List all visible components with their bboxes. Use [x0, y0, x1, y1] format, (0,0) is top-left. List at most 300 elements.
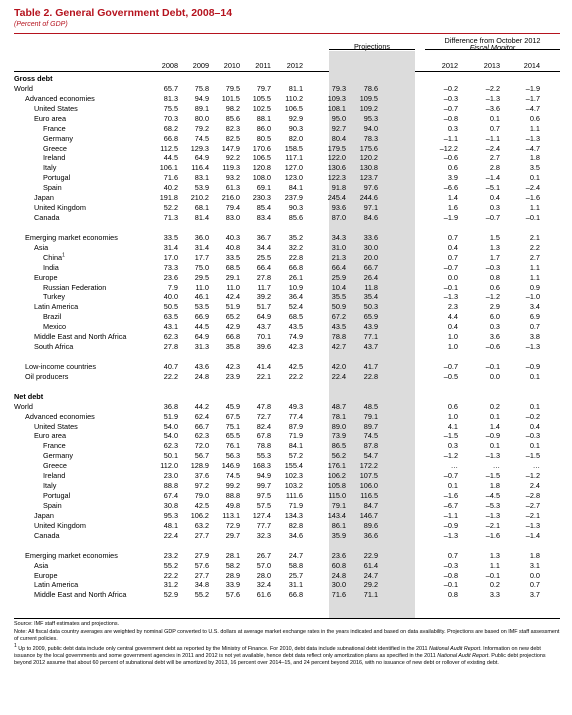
table-cell: 71.6 — [331, 590, 346, 600]
table-cell: –0.6 — [443, 153, 458, 163]
table-cell: 22.8 — [288, 252, 303, 262]
table-cell: 0.4 — [447, 322, 458, 332]
table-cell: 68.5 — [225, 262, 240, 272]
table-cell: 71.3 — [163, 213, 178, 223]
table-cell: 27.7 — [194, 530, 209, 540]
footnote-text-2: . Information on new debt issuance by the local governments and some government agencies in 2011 and 2012 is not yet available, hence debt data reflect only amortization plans as specified in the 2011 — [14, 645, 541, 659]
table-cell: 216.0 — [221, 193, 240, 203]
table-cell: 36.8 — [163, 401, 178, 411]
table-cell: 36.6 — [363, 530, 378, 540]
table-cell: 66.7 — [194, 421, 209, 431]
table-cell: 90.3 — [288, 203, 303, 213]
source-note: Source: IMF staff estimates and projections. — [14, 621, 120, 627]
table-cell: 94.9 — [256, 471, 271, 481]
row-label-text: Russian Federation — [43, 282, 107, 292]
row-label — [43, 441, 66, 451]
table-row — [0, 233, 572, 243]
row-label-text: Italy — [43, 481, 57, 491]
table-cell: –4.7 — [525, 143, 540, 153]
table-cell: 43.7 — [363, 342, 378, 352]
table-cell: 66.8 — [225, 332, 240, 342]
table-cell: 1.8 — [529, 550, 540, 560]
table-cell: 35.2 — [288, 232, 303, 242]
table-cell: 2.3 — [447, 302, 458, 312]
table-cell: 0.0 — [489, 371, 500, 381]
row-label-text: Germany — [43, 133, 74, 143]
table-cell: 0.6 — [447, 163, 458, 173]
table-cell: 44.5 — [163, 153, 178, 163]
table-cell: 31.4 — [194, 242, 209, 252]
table-cell: 44.2 — [194, 401, 209, 411]
table-cell: –1.4 — [525, 530, 540, 540]
row-label-text: France — [43, 441, 66, 451]
table-cell: 24.7 — [363, 570, 378, 580]
table-cell: 6.9 — [529, 312, 540, 322]
table-cell: 32.2 — [288, 242, 303, 252]
table-cell: 42.5 — [194, 500, 209, 510]
table-cell: –0.7 — [485, 213, 500, 223]
row-label-text: Germany — [43, 451, 74, 461]
table-cell: 0.8 — [447, 590, 458, 600]
table-cell: 74.5 — [225, 471, 240, 481]
table-cell: –1.3 — [485, 451, 500, 461]
row-label — [43, 253, 65, 263]
table-cell: 97.2 — [194, 481, 209, 491]
row-label — [43, 461, 67, 471]
table-cell: 31.0 — [331, 242, 346, 252]
table-cell: 55.3 — [256, 451, 271, 461]
footnote-1 — [14, 642, 560, 668]
table-cell: –1.3 — [485, 510, 500, 520]
table-cell: 72.7 — [256, 411, 271, 421]
row-label — [43, 134, 73, 144]
row-label — [34, 243, 48, 253]
row-label — [34, 203, 86, 213]
table-row — [0, 332, 572, 342]
table-cell: –1.3 — [525, 342, 540, 352]
table-cell: 51.7 — [256, 302, 271, 312]
table-cell: –4.5 — [485, 491, 500, 501]
table-cell: 23.6 — [163, 272, 178, 282]
table-cell: 0.1 — [529, 173, 540, 183]
table-cell: 106.2 — [190, 510, 209, 520]
table-cell: 87.0 — [331, 213, 346, 223]
table-cell: 11.0 — [195, 282, 209, 292]
table-cell: 70.1 — [256, 332, 271, 342]
table-cell: 81.4 — [194, 213, 209, 223]
table-cell: 66.4 — [256, 262, 271, 272]
table-cell: –1.1 — [443, 133, 458, 143]
table-cell: 70.3 — [163, 113, 178, 123]
row-label — [34, 332, 126, 342]
row-label — [43, 451, 73, 461]
table-cell: 1.1 — [529, 262, 540, 272]
row-label — [34, 422, 78, 432]
table-row — [0, 243, 572, 253]
table-cell: –0.1 — [525, 213, 540, 223]
table-cell: 172.2 — [359, 461, 378, 471]
difference-header: Difference from October 2012 — [444, 36, 541, 45]
table-cell: 52.4 — [288, 302, 303, 312]
table-cell: 29.1 — [225, 272, 240, 282]
row-label-text: Greece — [43, 461, 67, 471]
general-note: Note: All fiscal data country averages are weighted by nominal GDP converted to U.S. dollars at average market exchange rates in the years indicated and based on data availability. Projections are based on IMF staff assessment of current policies. — [14, 629, 560, 643]
row-label-text: Low-income countries — [25, 361, 96, 371]
row-label-text: World — [14, 401, 33, 411]
table-cell: 48.1 — [163, 520, 178, 530]
table-cell: 0.4 — [489, 193, 500, 203]
row-label — [34, 114, 66, 124]
table-cell: 35.5 — [331, 292, 346, 302]
table-row — [0, 283, 572, 293]
footnote-marker: 1 — [14, 642, 17, 649]
table-cell: 68.1 — [194, 203, 209, 213]
table-cell: 42.7 — [331, 342, 346, 352]
table-cell: 1.8 — [489, 481, 500, 491]
section-heading-row — [0, 392, 572, 402]
table-cell: –12.2 — [439, 143, 458, 153]
row-label — [34, 302, 78, 312]
table-cell: 22.9 — [363, 550, 378, 560]
table-cell: 11.0 — [226, 282, 240, 292]
table-row — [0, 322, 572, 332]
table-cell: 1.7 — [489, 252, 500, 262]
table-cell: 0.1 — [489, 113, 500, 123]
table-cell: 43.5 — [288, 322, 303, 332]
table-cell: 43.7 — [256, 322, 271, 332]
table-cell: 81.3 — [163, 93, 178, 103]
table-cell: 93.6 — [331, 203, 346, 213]
table-cell: 168.3 — [252, 461, 271, 471]
table-cell: –1.3 — [525, 520, 540, 530]
table-cell: –0.3 — [525, 431, 540, 441]
table-row — [0, 590, 572, 600]
table-cell: 57.0 — [256, 560, 271, 570]
table-cell: 210.2 — [190, 193, 209, 203]
row-label-text: China — [43, 252, 63, 262]
table-cell: 78.1 — [331, 411, 346, 421]
row-label-text: United Kingdom — [34, 203, 86, 213]
footnote-report-name-1: National Audit Report — [429, 645, 481, 652]
table-cell: 40.7 — [163, 361, 178, 371]
table-cell: 72.0 — [194, 441, 209, 451]
row-label — [34, 273, 58, 283]
row-label-text: Brazil — [43, 312, 62, 322]
table-cell: 128.9 — [190, 461, 209, 471]
table-cell: 71.9 — [288, 431, 303, 441]
table-cell: 63.5 — [163, 312, 178, 322]
table-cell: 3.9 — [447, 173, 458, 183]
table-cell: 82.3 — [225, 123, 240, 133]
table-cell: –1.9 — [443, 213, 458, 223]
table-cell: 88.1 — [256, 113, 271, 123]
table-cell: 85.6 — [288, 213, 303, 223]
table-row — [0, 571, 572, 581]
table-row — [0, 173, 572, 183]
table-cell: 116.4 — [191, 163, 209, 173]
table-cell: –1.4 — [485, 173, 500, 183]
table-cell: 17.7 — [194, 252, 209, 262]
row-label-text: United States — [34, 103, 78, 113]
table-cell: 82.8 — [288, 520, 303, 530]
footnote-report-name-2: National Audit Report — [437, 652, 489, 659]
table-cell: –0.7 — [443, 471, 458, 481]
row-label — [34, 342, 73, 352]
table-cell: 66.8 — [288, 262, 303, 272]
table-cell: 130.6 — [327, 163, 346, 173]
table-cell: 0.3 — [447, 441, 458, 451]
row-label-text: Euro area — [34, 431, 67, 441]
table-cell: 179.5 — [327, 143, 346, 153]
table-cell: 79.1 — [331, 500, 346, 510]
table-cell: 84.7 — [363, 500, 378, 510]
table-cell: 57.2 — [288, 451, 303, 461]
table-cell: 106.2 — [327, 471, 346, 481]
table-cell: 67.4 — [163, 491, 178, 501]
table-cell: 23.9 — [225, 371, 240, 381]
table-cell: 51.9 — [163, 411, 178, 421]
table-cell: 4.1 — [447, 421, 458, 431]
table-cell: 1.1 — [489, 560, 500, 570]
difference-year-header: 2012 — [441, 61, 458, 70]
table-cell: 27.8 — [256, 272, 271, 282]
table-cell: 3.1 — [529, 560, 540, 570]
table-cell: 37.6 — [194, 471, 209, 481]
section-heading-row — [0, 74, 572, 84]
table-cell: –1.7 — [525, 93, 540, 103]
table-cell: –1.5 — [525, 451, 540, 461]
table-cell: 1.6 — [447, 203, 458, 213]
row-label — [43, 153, 65, 163]
table-cell: 0.8 — [489, 272, 500, 282]
table-row — [0, 521, 572, 531]
table-cell: 26.1 — [288, 272, 303, 282]
table-cell: 73.3 — [163, 262, 178, 272]
row-label — [34, 431, 66, 441]
table-cell: –1.1 — [485, 133, 500, 143]
table-cell: 29.7 — [225, 530, 240, 540]
table-cell: 1.4 — [447, 193, 458, 203]
table-cell: 109.2 — [359, 103, 378, 113]
table-cell: 75.0 — [194, 262, 209, 272]
table-cell: 11.8 — [364, 282, 378, 292]
year-header: 2012 — [286, 61, 303, 70]
table-cell: 1.5 — [489, 232, 500, 242]
row-label-text: Japan — [34, 193, 54, 203]
row-label-text: Net debt — [14, 391, 44, 401]
table-cell: –1.6 — [525, 193, 540, 203]
table-cell: 22.4 — [163, 530, 178, 540]
table-cell: 116.5 — [360, 491, 378, 501]
table-cell: 0.0 — [447, 272, 458, 282]
row-label-text: South Africa — [34, 342, 74, 352]
table-cell: 89.6 — [363, 520, 378, 530]
table-cell: 106.5 — [284, 103, 303, 113]
table-cell: 62.3 — [163, 332, 178, 342]
table-cell: 61.4 — [363, 560, 378, 570]
table-cell: 48.7 — [331, 401, 346, 411]
table-cell: 71.6 — [163, 173, 178, 183]
table-cell: 36.0 — [194, 232, 209, 242]
table-cell: –0.1 — [485, 361, 500, 371]
row-label — [43, 124, 66, 134]
row-label — [43, 501, 62, 511]
row-label — [34, 193, 54, 203]
table-cell: 93.2 — [225, 173, 240, 183]
table-bottom-rule — [14, 618, 560, 619]
row-label-text: Spain — [43, 500, 62, 510]
row-label — [43, 183, 62, 193]
table-cell: 25.9 — [331, 272, 346, 282]
table-cell: 0.7 — [529, 580, 540, 590]
table-cell: –2.8 — [525, 491, 540, 501]
table-cell: –0.9 — [485, 431, 500, 441]
table-cell: 34.8 — [194, 580, 209, 590]
table-cell: 3.7 — [529, 590, 540, 600]
table-cell: –0.3 — [443, 560, 458, 570]
table-cell: –4.7 — [525, 103, 540, 113]
spacer-row — [0, 223, 572, 233]
table-cell: 122.3 — [327, 173, 346, 183]
table-cell: 56.7 — [194, 451, 209, 461]
table-cell: 33.6 — [363, 232, 378, 242]
table-cell: 43.9 — [363, 322, 378, 332]
table-cell: 40.2 — [163, 183, 178, 193]
table-cell: 56.3 — [225, 451, 240, 461]
table-cell: 53.5 — [194, 302, 209, 312]
table-cell: 87.9 — [288, 421, 303, 431]
footnote-text-3: . Public debt projections beyond 2012 assume that about 60 percent of subnational debt will be amortized by 2013, 16 percent over 2014–15, and 24 percent beyond 2016, with no issuance of new debt or rollover of existing debt. — [14, 652, 546, 667]
projections-header: Projections — [353, 42, 391, 51]
row-label-text: Japan — [34, 510, 54, 520]
table-cell: 68.5 — [288, 312, 303, 322]
table-cell: 112.0 — [160, 461, 178, 471]
table-subtitle: (Percent of GDP) — [14, 21, 68, 28]
table-cell: 65.9 — [363, 312, 378, 322]
row-label — [25, 372, 68, 382]
table-cell: –0.3 — [443, 93, 458, 103]
table-cell: 143.4 — [327, 510, 346, 520]
table-cell: 79.1 — [363, 411, 378, 421]
table-cell: 30.0 — [363, 242, 378, 252]
table-cell: 64.9 — [194, 153, 209, 163]
row-label-text: Advanced economies — [25, 93, 95, 103]
table-cell: 120.8 — [252, 163, 271, 173]
row-label — [43, 283, 106, 293]
table-cell: 1.8 — [529, 153, 540, 163]
table-cell: 99.2 — [225, 481, 240, 491]
table-cell: 33.5 — [163, 232, 178, 242]
table-cell: 35.8 — [225, 342, 240, 352]
table-cell: 122.0 — [327, 153, 346, 163]
table-cell: 22.4 — [331, 371, 346, 381]
row-label-text: Emerging market economies — [25, 550, 118, 560]
table-cell: 83.1 — [194, 173, 209, 183]
table-cell: 66.8 — [288, 590, 303, 600]
table-cell: 10.9 — [288, 282, 303, 292]
table-row — [0, 104, 572, 114]
table-cell: 72.9 — [225, 520, 240, 530]
table-cell: 86.1 — [331, 520, 346, 530]
table-cell: 88.8 — [225, 491, 240, 501]
table-row — [0, 580, 572, 590]
table-cell: 30.0 — [331, 580, 346, 590]
table-cell: –2.4 — [485, 143, 500, 153]
table-cell: 0.7 — [489, 123, 500, 133]
table-row — [0, 422, 572, 432]
table-cell: 25.7 — [288, 570, 303, 580]
table-row — [0, 441, 572, 451]
table-cell: 0.1 — [529, 371, 540, 381]
table-cell: … — [492, 461, 500, 471]
table-cell: –0.2 — [525, 411, 540, 421]
row-label — [43, 163, 56, 173]
table-cell: –0.9 — [443, 520, 458, 530]
table-cell: 58.8 — [288, 560, 303, 570]
table-cell: 0.6 — [489, 282, 500, 292]
table-row — [0, 163, 572, 173]
table-cell: 80.0 — [194, 113, 209, 123]
table-cell: 62.4 — [194, 411, 209, 421]
table-cell: 146.9 — [221, 461, 240, 471]
table-cell: 39.6 — [256, 342, 271, 352]
table-cell: 102.5 — [252, 103, 271, 113]
table-cell: 84.1 — [288, 441, 303, 451]
table-cell: –0.5 — [443, 371, 458, 381]
table-cell: 2.7 — [489, 153, 500, 163]
table-cell: 24.7 — [288, 550, 303, 560]
row-label-text: Portugal — [43, 491, 71, 501]
table-row — [0, 302, 572, 312]
table-cell: 28.0 — [256, 570, 271, 580]
table-cell: 1.1 — [529, 123, 540, 133]
table-cell: 22.2 — [163, 570, 178, 580]
table-cell: 2.4 — [529, 481, 540, 491]
table-cell: –0.3 — [485, 262, 500, 272]
table-cell: –6.6 — [443, 183, 458, 193]
row-label-text: Ireland — [43, 471, 66, 481]
table-cell: 127.0 — [284, 163, 303, 173]
table-cell: 237.9 — [284, 193, 303, 203]
table-cell: 245.4 — [327, 193, 346, 203]
fiscal-monitor-header: Fiscal Monitor — [469, 43, 516, 52]
table-cell: 23.0 — [163, 471, 178, 481]
row-label-text: Greece — [43, 143, 67, 153]
footnote-reference: 1 — [62, 252, 65, 259]
table-cell: –1.2 — [525, 471, 540, 481]
table-cell: 105.8 — [327, 481, 346, 491]
table-cell: 130.8 — [359, 163, 378, 173]
row-label — [43, 481, 56, 491]
table-cell: 0.6 — [447, 401, 458, 411]
table-cell: 95.3 — [363, 113, 378, 123]
row-label-text: Euro area — [34, 113, 67, 123]
row-label — [25, 94, 95, 104]
table-cell: 75.5 — [163, 103, 178, 113]
table-cell: 52.9 — [163, 590, 178, 600]
table-cell: 0.6 — [529, 113, 540, 123]
row-label-text: Latin America — [34, 302, 79, 312]
table-cell: … — [450, 461, 458, 471]
table-cell: 47.8 — [256, 401, 271, 411]
table-row — [0, 263, 572, 273]
row-label — [43, 263, 59, 273]
table-cell: 0.7 — [529, 322, 540, 332]
table-cell: 86.0 — [256, 123, 271, 133]
table-cell: –0.1 — [485, 570, 500, 580]
table-cell: 147.9 — [221, 143, 240, 153]
table-cell: 1.1 — [529, 272, 540, 282]
